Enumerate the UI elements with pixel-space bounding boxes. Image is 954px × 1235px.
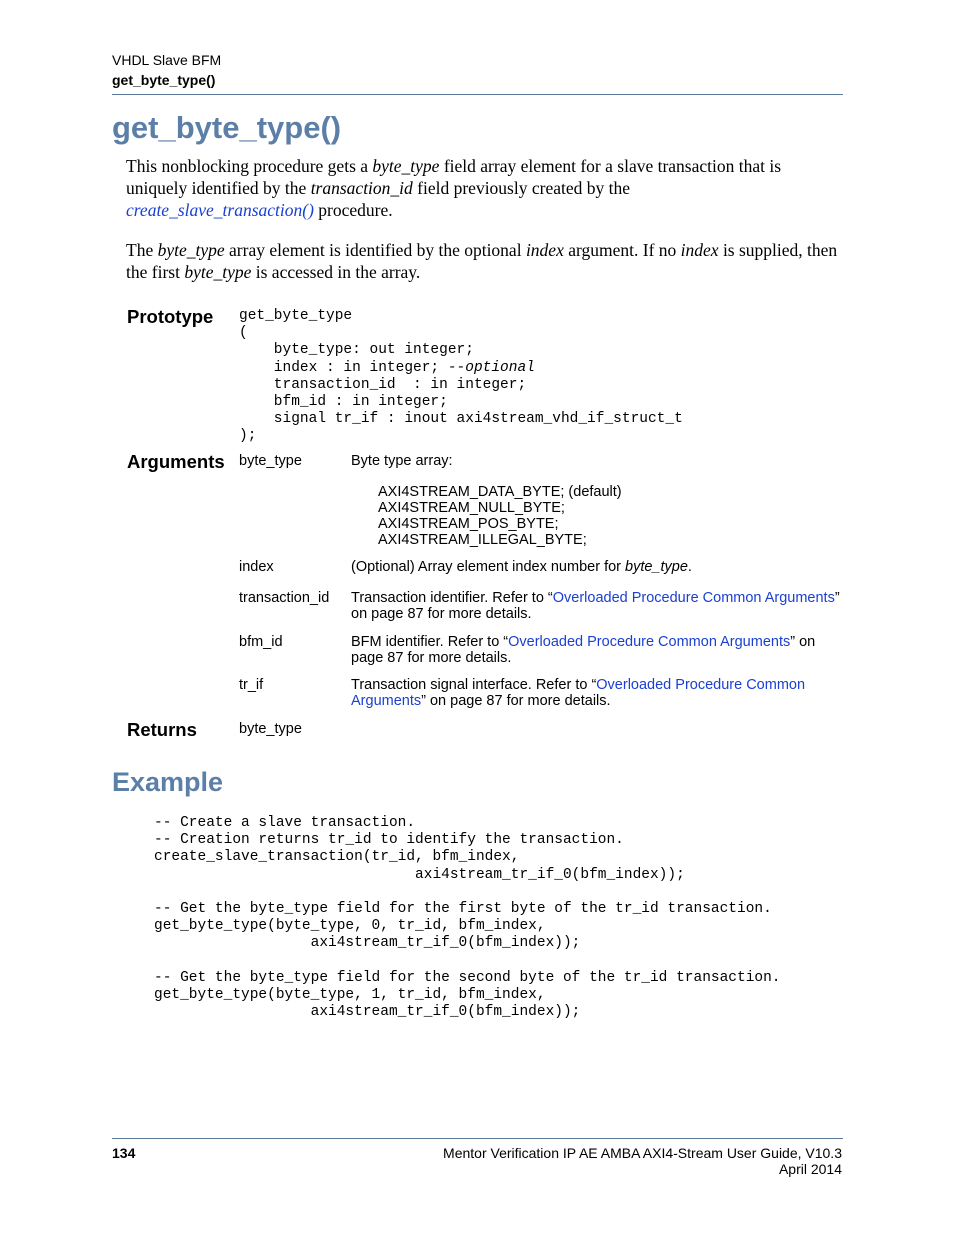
overloaded-args-link[interactable]: Overloaded Procedure Common Arguments bbox=[552, 590, 835, 606]
byte-type-value: AXI4STREAM_ILLEGAL_BYTE; bbox=[378, 532, 587, 548]
arg-byte-type-desc: Byte type array: bbox=[351, 453, 453, 469]
arg-byte-type-name: byte_type bbox=[239, 453, 302, 469]
arg-transaction-id-desc: Transaction identifier. Refer to “Overloaded Procedure Common Arguments” on page 87 for more details. bbox=[351, 590, 840, 622]
arg-tr-if-desc: Transaction signal interface. Refer to “Overloaded Procedure Common Arguments” on page 87 for more details. bbox=[351, 677, 806, 709]
page-title: get_byte_type() bbox=[112, 110, 342, 145]
prototype-label: Prototype bbox=[127, 306, 214, 327]
byte-type-value: AXI4STREAM_NULL_BYTE; bbox=[378, 500, 565, 516]
footer-rule bbox=[112, 1138, 843, 1139]
overloaded-args-link[interactable]: Overloaded Procedure Common Arguments bbox=[508, 634, 791, 650]
arg-transaction-id-name: transaction_id bbox=[239, 590, 330, 606]
arg-tr-if-name: tr_if bbox=[239, 677, 264, 693]
arg-index-name: index bbox=[239, 559, 274, 575]
create-slave-transaction-link[interactable]: create_slave_transaction() bbox=[126, 200, 314, 220]
arguments-label: Arguments bbox=[127, 451, 225, 472]
returns-label: Returns bbox=[127, 719, 197, 740]
byte-type-values bbox=[378, 484, 622, 548]
overloaded-args-link[interactable]: Overloaded Procedure Common Arguments bbox=[351, 677, 806, 709]
prototype-code: get_byte_type ( byte_type: out integer; index : in integer; --optional transaction_id : in integer; bfm_id : in integer; signal tr_if : inout axi4stream_vhd_if_struct_t ); bbox=[239, 308, 683, 445]
arg-index-desc: (Optional) Array element index number for byte_type. bbox=[351, 559, 692, 575]
running-header-section: VHDL Slave BFM bbox=[112, 52, 222, 68]
running-header-subsection: get_byte_type() bbox=[112, 72, 216, 88]
arg-bfm-id-desc: BFM identifier. Refer to “Overloaded Procedure Common Arguments” on page 87 for more details. bbox=[351, 634, 816, 666]
intro-paragraph-2: The byte_type array element is identified by the optional index argument. If no index is supplied, then the first byte_type is accessed in the array. bbox=[126, 240, 838, 282]
header-rule bbox=[112, 94, 843, 95]
byte-type-value: AXI4STREAM_POS_BYTE; bbox=[378, 516, 559, 532]
example-heading: Example bbox=[112, 767, 224, 797]
page-number: 134 bbox=[112, 1145, 136, 1161]
arg-bfm-id-name: bfm_id bbox=[239, 634, 283, 650]
example-code: -- Create a slave transaction. -- Creation returns tr_id to identify the transaction. create_slave_transaction(tr_id, bfm_index, axi4stream_tr_if_0(bfm_index)); -- Get the byte_type field for the first byte of the tr_id transaction. get_byte_type(byte_type, 0, tr_id, bfm_index, axi4stream_tr_if_0(bfm_index)); -- Get the byte_type field for the second byte of the tr_id transaction. get_byte_type(byte_type, 1, tr_id, bfm_index, axi4stream_tr_if_0(bfm_index)); bbox=[154, 815, 781, 1021]
footer-date: April 2014 bbox=[778, 1161, 842, 1177]
footer-doc-title: Mentor Verification IP AE AMBA AXI4-Stream User Guide, V10.3 bbox=[443, 1145, 842, 1161]
returns-value: byte_type bbox=[239, 721, 302, 737]
intro-paragraph-1: This nonblocking procedure gets a byte_type field array element for a slave transaction that is uniquely identified by the transaction_id field previously created by the create_slave_transaction() procedure. bbox=[126, 156, 782, 220]
byte-type-value: AXI4STREAM_DATA_BYTE; (default) bbox=[378, 484, 622, 500]
